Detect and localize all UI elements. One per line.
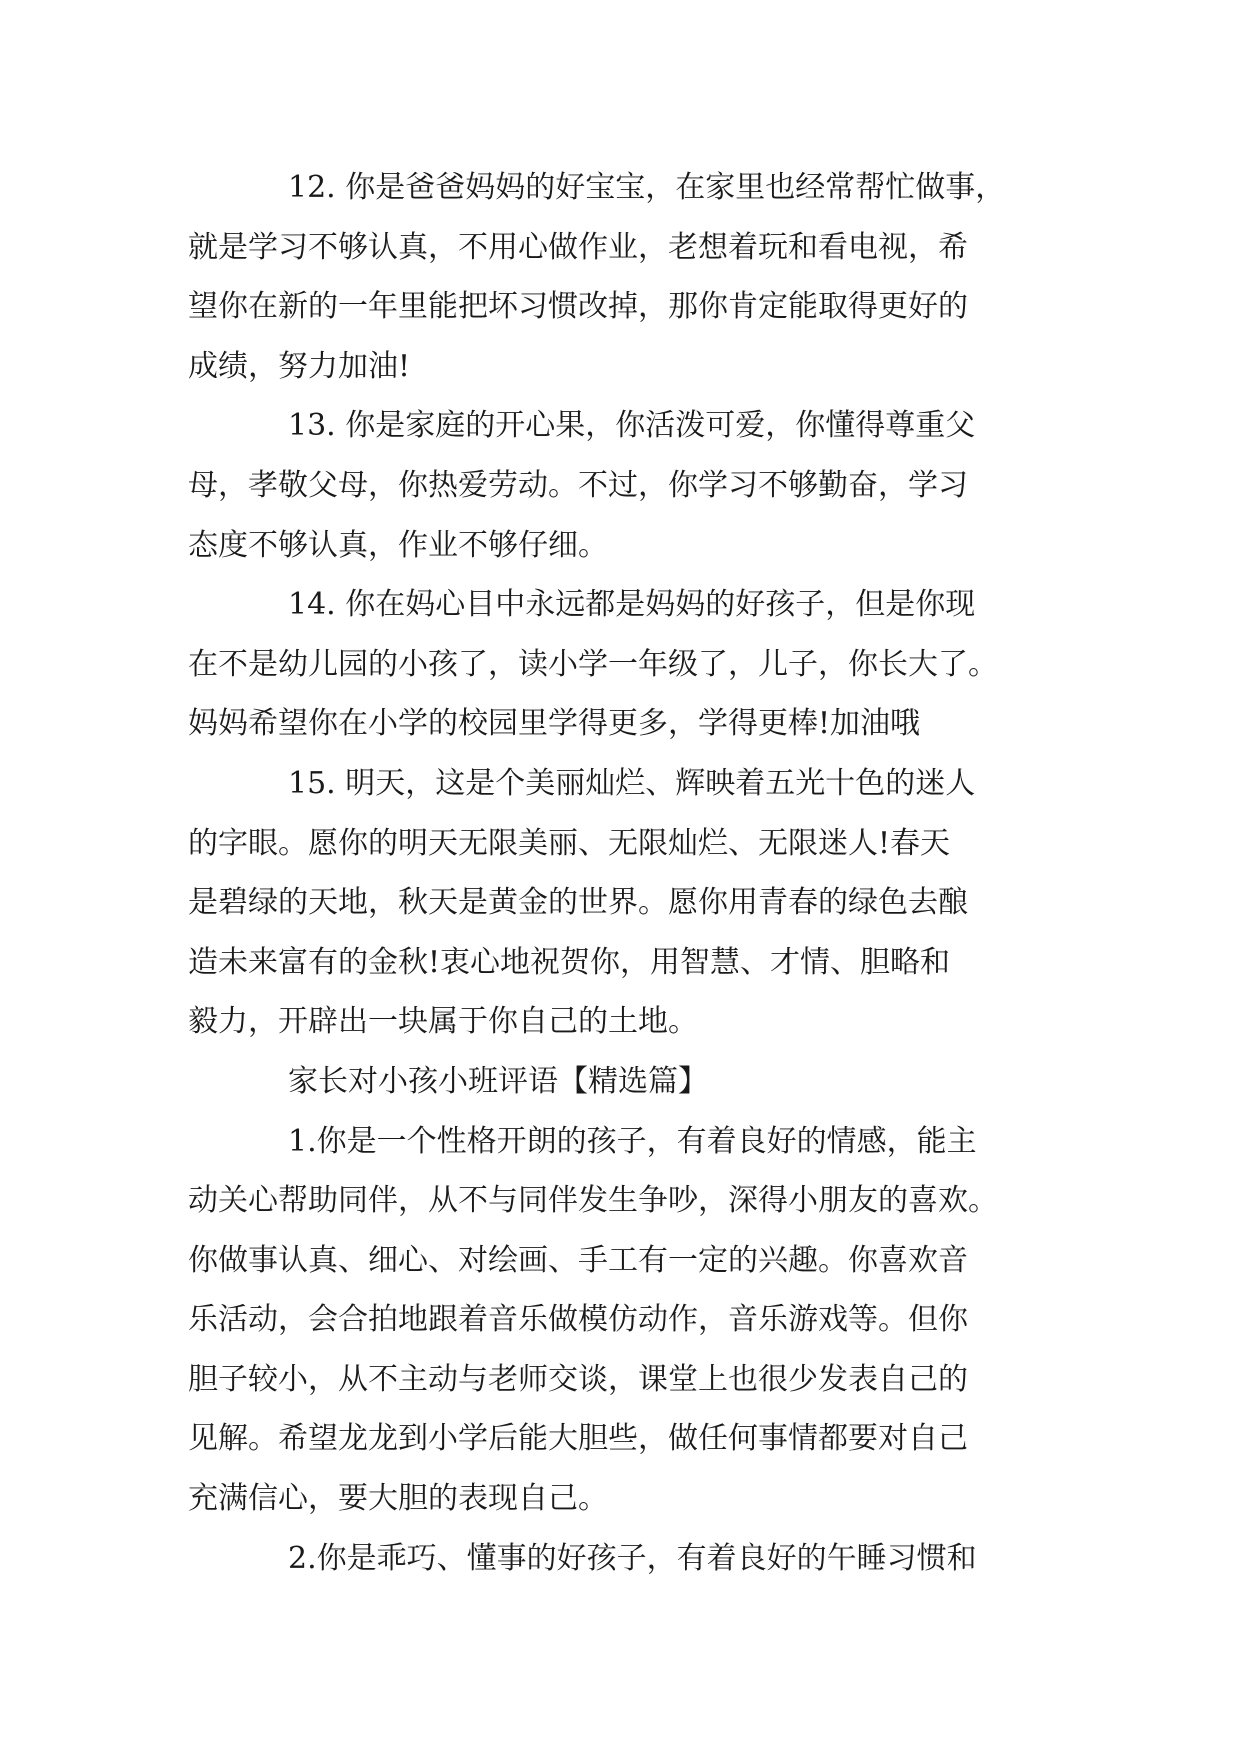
paragraph-line: 15. 明天，这是个美丽灿烂、辉映着五光十色的迷人 [288,765,976,801]
section-heading: 家长对小孩小班评语【精选篇】 [288,1063,708,1099]
paragraph-line: 14. 你在妈心目中永远都是妈妈的好孩子，但是你现 [288,587,976,623]
paragraph-line: 妈妈希望你在小学的校园里学得更多，学得更棒!加油哦 [188,706,921,742]
paragraph-line: 乐活动，会合拍地跟着音乐做模仿动作，音乐游戏等。但你 [188,1302,968,1338]
paragraph-line: 12. 你是爸爸妈妈的好宝宝，在家里也经常帮忙做事， [288,170,1006,205]
paragraph-line: 在不是幼儿园的小孩了，读小学一年级了，儿子，你长大了。 [188,646,998,682]
section-paragraph-1 [188,1112,1058,1529]
paragraph-line: 你做事认真、细心、对绘画、手工有一定的兴趣。你喜欢音 [188,1242,968,1278]
document-page [188,158,1058,1588]
paragraph-line: 态度不够认真，作业不够仔细。 [188,527,608,563]
paragraph-line: 充满信心，要大胆的表现自己。 [188,1481,608,1517]
paragraph-line: 造未来富有的金秋!衷心地祝贺你，用智慧、才情、胆略和 [188,944,951,980]
paragraph-line: 的字眼。愿你的明天无限美丽、无限灿烂、无限迷人!春天 [188,825,951,861]
paragraph-line: 母，孝敬父母，你热爱劳动。不过，你学习不够勤奋，学习 [188,467,968,503]
paragraph-line: 2.你是乖巧、懂事的好孩子，有着良好的午睡习惯和 [288,1540,977,1576]
section-paragraph-2 [188,1529,1058,1589]
paragraph-line: 毅力，开辟出一块属于你自己的土地。 [188,1004,698,1040]
paragraph-line: 见解。希望龙龙到小学后能大胆些，做任何事情都要对自己 [188,1421,968,1457]
paragraph-13 [188,396,1058,575]
paragraph-line: 动关心帮助同伴，从不与同伴发生争吵，深得小朋友的喜欢。 [188,1183,998,1219]
paragraph-line: 1.你是一个性格开朗的孩子，有着良好的情感，能主 [288,1123,977,1159]
paragraph-14 [188,575,1058,754]
paragraph-line: 是碧绿的天地，秋天是黄金的世界。愿你用青春的绿色去酿 [188,885,968,921]
paragraph-line: 望你在新的一年里能把坏习惯改掉，那你肯定能取得更好的 [188,289,968,325]
paragraph-line: 13. 你是家庭的开心果，你活泼可爱，你懂得尊重父 [288,408,976,444]
paragraph-15 [188,754,1058,1052]
paragraph-line: 成绩，努力加油! [188,348,411,384]
paragraph-line: 胆子较小，从不主动与老师交谈，课堂上也很少发表自己的 [188,1361,968,1397]
paragraph-line: 就是学习不够认真，不用心做作业，老想着玩和看电视，希 [188,229,968,265]
paragraph-12 [188,158,1058,396]
